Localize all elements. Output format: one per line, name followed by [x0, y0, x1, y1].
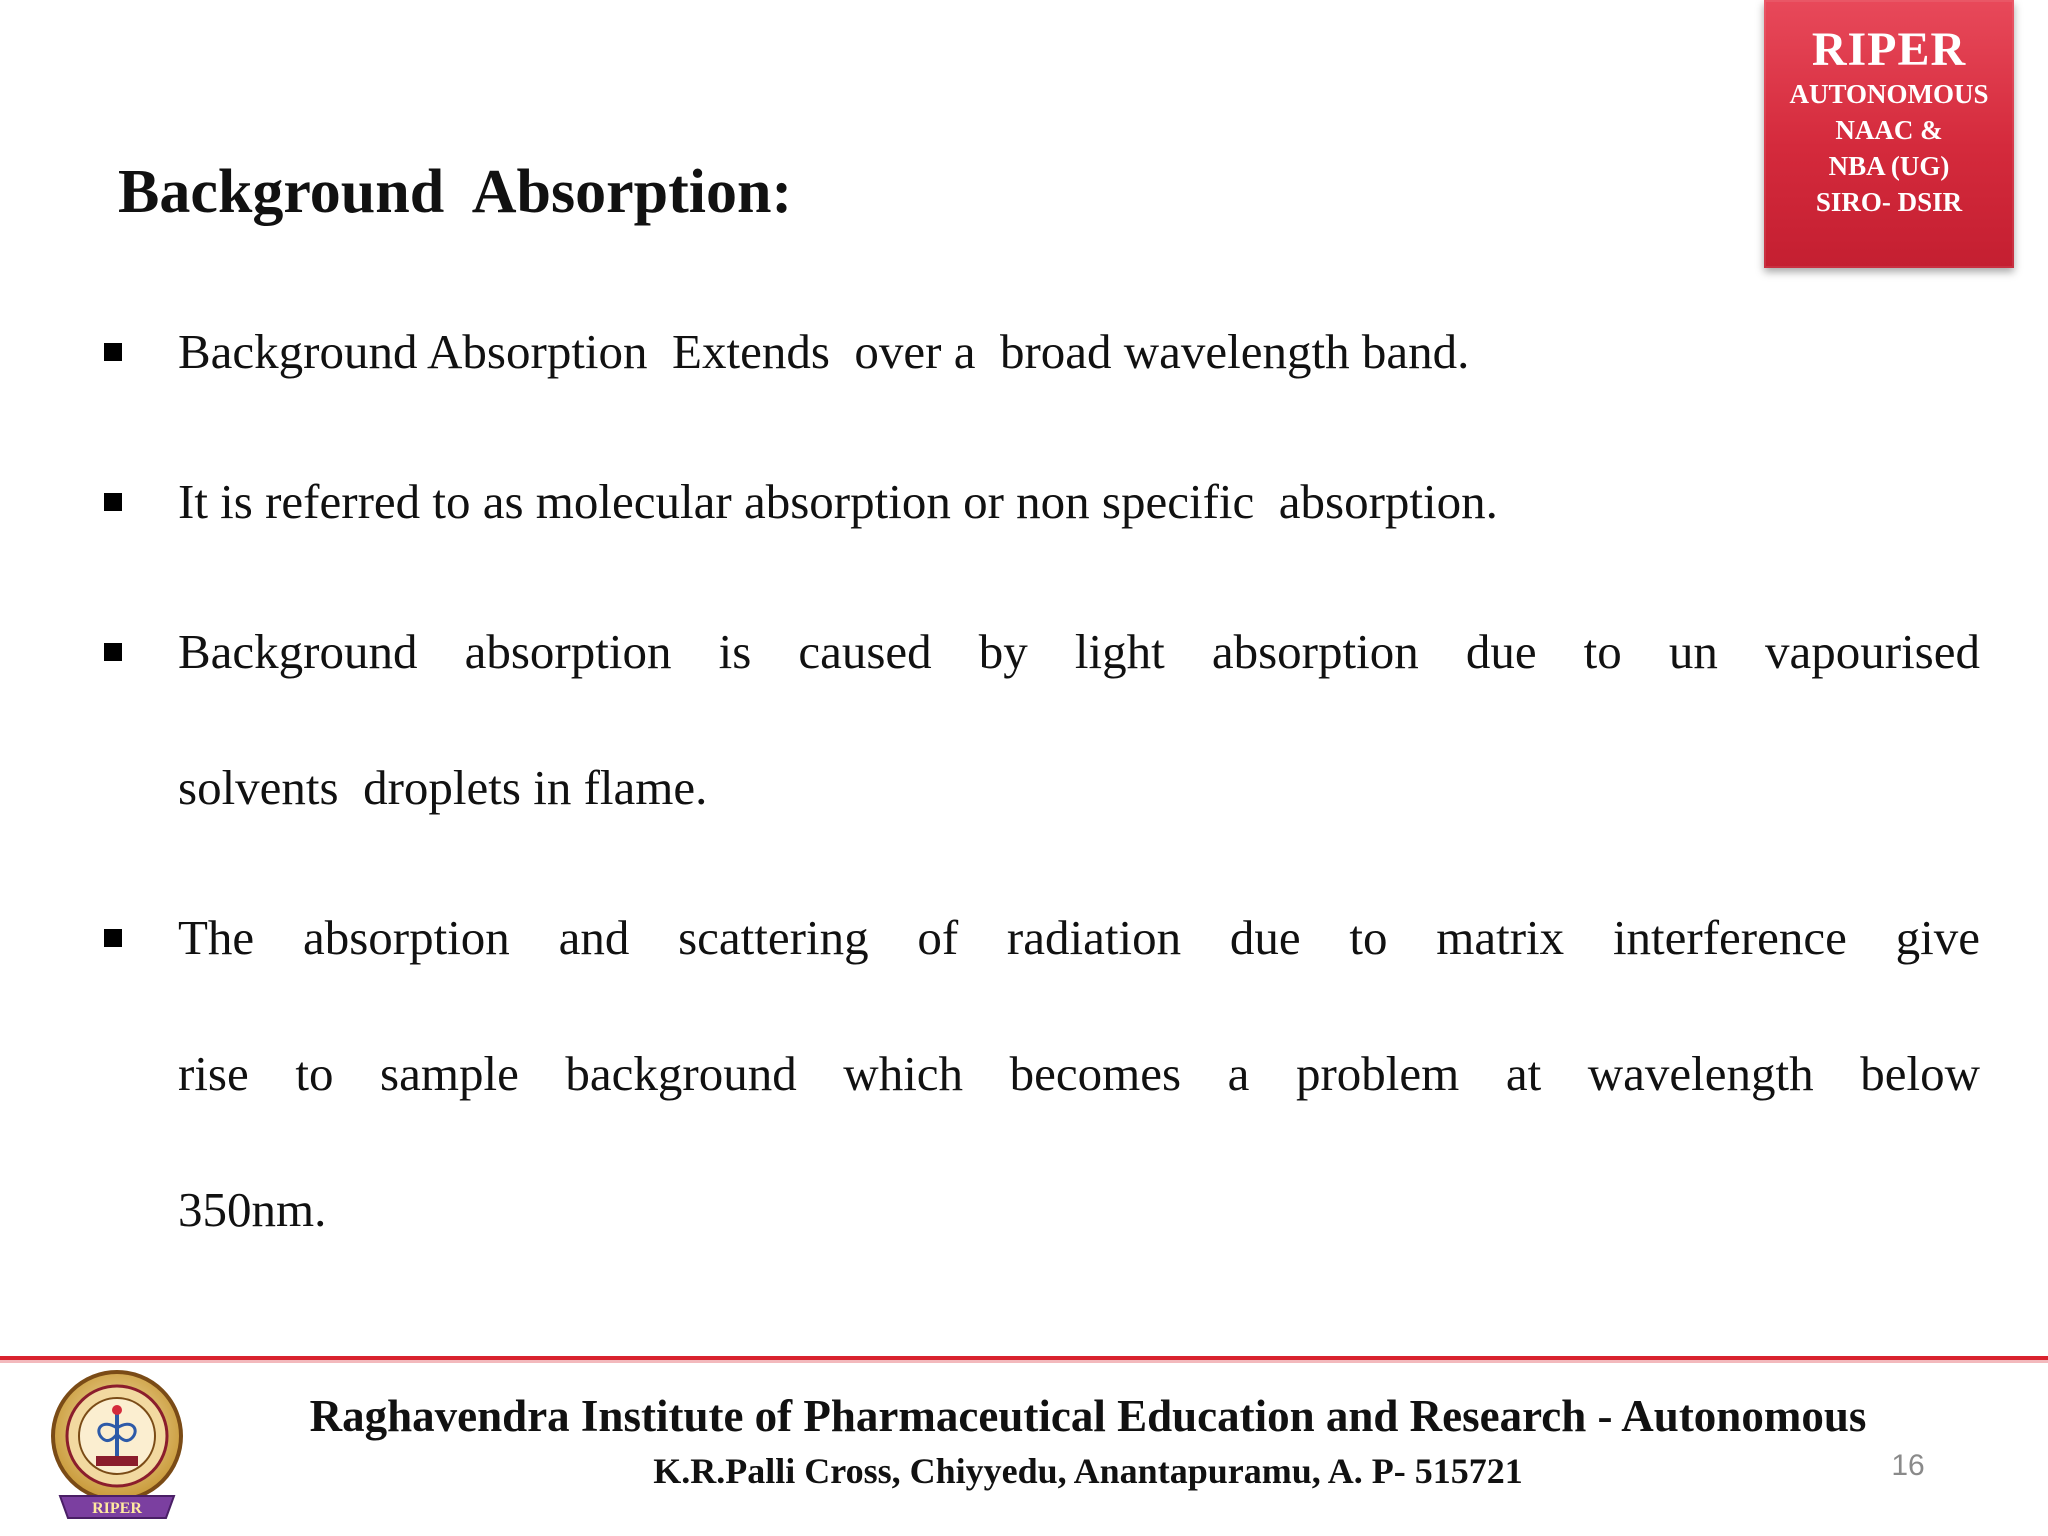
bullet-4-line-3: 350nm.	[178, 1182, 327, 1237]
badge-line-autonomous: AUTONOMOUS	[1789, 79, 1989, 109]
footer-divider-shadow	[0, 1360, 2048, 1363]
accreditation-badge	[1764, 0, 2014, 268]
institute-name: Raghavendra Institute of Pharmaceutical Education and Research - Autonomous	[309, 1391, 1867, 1441]
bullet-2-line-1: It is referred to as molecular absorption or non specific absorption.	[178, 474, 1498, 529]
bullet-4-line-2: rise to sample background which becomes a problem at wavelength below	[178, 1046, 1980, 1101]
bullet-marker-icon	[104, 643, 122, 661]
page-number: 16	[1891, 1449, 1925, 1482]
bullet-4-line-1: The absorption and scattering of radiation due to matrix interference give	[178, 910, 1980, 965]
logo-banner-text: RIPER	[92, 1500, 142, 1517]
badge-line-nba: NBA (UG)	[1828, 151, 1950, 181]
institute-logo-icon	[42, 1368, 192, 1524]
badge-title: RIPER	[1811, 23, 1967, 76]
institute-address: K.R.Palli Cross, Chiyyedu, Anantapuramu, A. P- 515721	[653, 1451, 1523, 1491]
badge-line-naac: NAAC &	[1835, 115, 1943, 145]
bullet-marker-icon	[104, 929, 122, 947]
bullet-marker-icon	[104, 493, 122, 511]
slide-title: Background Absorption:	[118, 158, 793, 226]
bullet-3-line-2: solvents droplets in flame.	[178, 760, 708, 815]
bullet-marker-icon	[104, 343, 122, 361]
bullet-1-line-1: Background Absorption Extends over a broad wavelength band.	[178, 324, 1470, 379]
badge-line-siro: SIRO- DSIR	[1815, 187, 1963, 217]
bullet-3-line-1: Background absorption is caused by light absorption due to un vapourised	[178, 624, 1980, 679]
